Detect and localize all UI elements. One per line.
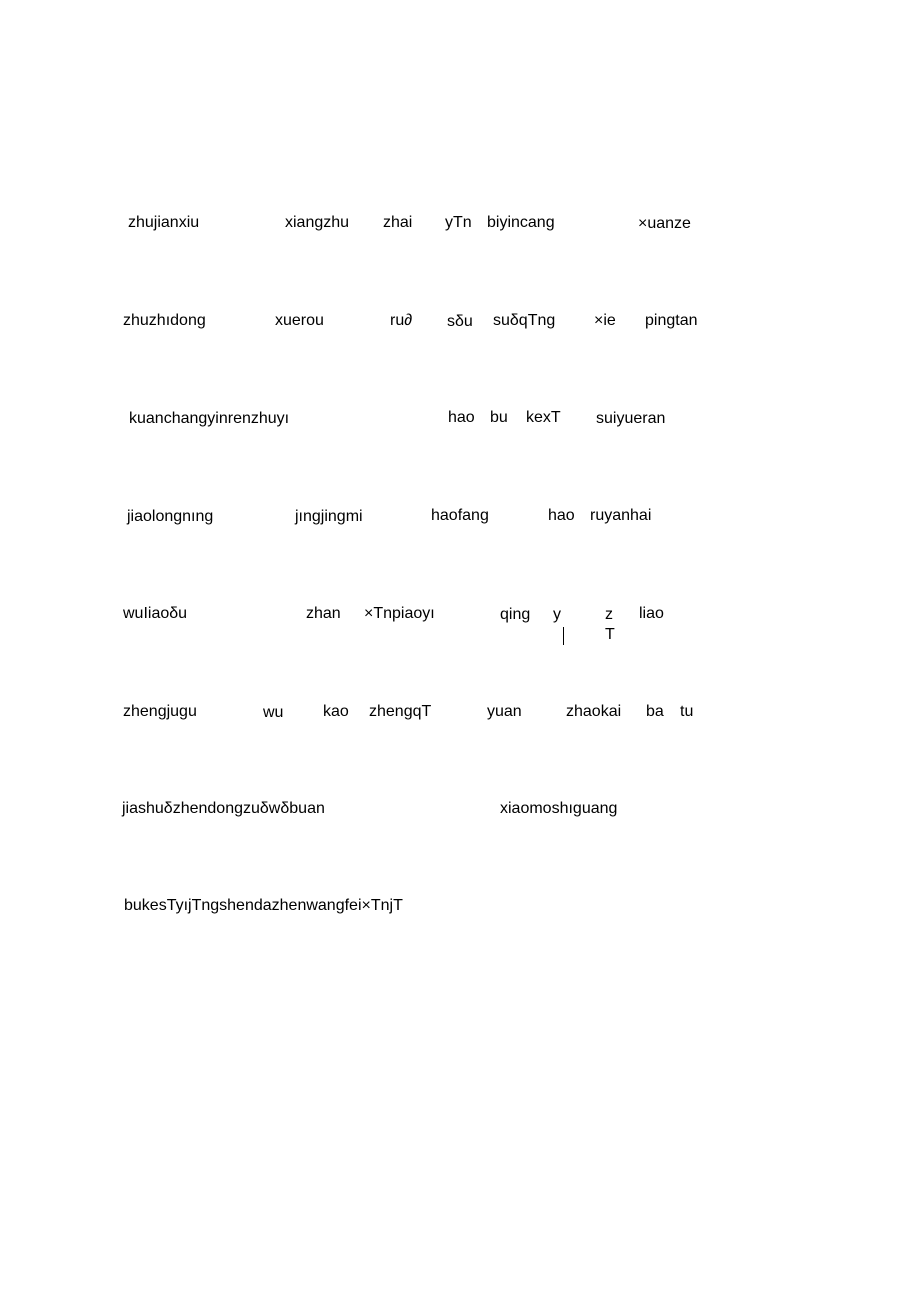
pinyin-word: xiaomoshıguang — [500, 800, 618, 817]
pinyin-word: biyincang — [487, 214, 555, 231]
pinyin-word: zhengqT — [369, 703, 432, 720]
pinyin-word: ×ie — [594, 312, 616, 329]
pinyin-word: zhan — [306, 605, 341, 622]
pinyin-word: zhengjugu — [123, 703, 197, 720]
pinyin-word: pingtan — [645, 312, 698, 329]
pinyin-word: jiashuδzhendongzuδwδbuan — [122, 800, 325, 817]
pinyin-word: kexT — [526, 409, 561, 426]
pinyin-word: xiangzhu — [285, 214, 350, 231]
pinyin-word: yuan — [487, 703, 522, 720]
pinyin-word: ×Tnpiaoyı — [364, 605, 435, 622]
pinyin-word: bukesTyıjTngshendazhenwangfei×TnjT — [124, 897, 403, 914]
pinyin-word: T — [605, 626, 615, 643]
pinyin-word: xuerou — [275, 312, 324, 329]
pinyin-word: hao — [548, 507, 575, 524]
pinyin-word: ruyanhai — [590, 507, 652, 524]
pinyin-word: zhujianxiu — [128, 214, 200, 231]
pinyin-word: hao — [448, 409, 475, 426]
pinyin-word: kuanchangyinrenzhuyı — [129, 410, 290, 427]
pinyin-word: jiaolongnıng — [127, 508, 214, 525]
pinyin-word: qing — [500, 606, 531, 623]
pinyin-word: yTn — [445, 214, 472, 231]
pinyin-word: wuIiaoδu — [123, 605, 188, 622]
pinyin-word: kao — [323, 703, 349, 720]
pinyin-word: ba — [646, 703, 664, 720]
pinyin-word: y — [553, 606, 561, 623]
pinyin-word: zhuzhıdong — [123, 312, 206, 329]
pinyin-word: sδu — [447, 313, 473, 330]
pinyin-word: wu — [263, 704, 284, 721]
pinyin-word: suiyueran — [596, 410, 666, 427]
pinyin-word: z — [605, 606, 613, 623]
pinyin-word: zhai — [383, 214, 413, 231]
pinyin-word: ru∂ — [390, 312, 413, 329]
pinyin-word: zhaokai — [566, 703, 622, 720]
pinyin-word: liao — [639, 605, 664, 622]
pinyin-word: bu — [490, 409, 508, 426]
pinyin-word: ×uanze — [638, 215, 691, 232]
pinyin-word: tu — [680, 703, 694, 720]
vertical-stroke-mark — [563, 627, 564, 645]
pinyin-word: jıngjingmi — [295, 508, 363, 525]
pinyin-word: haofang — [431, 507, 489, 524]
pinyin-word: suδqTng — [493, 312, 556, 329]
